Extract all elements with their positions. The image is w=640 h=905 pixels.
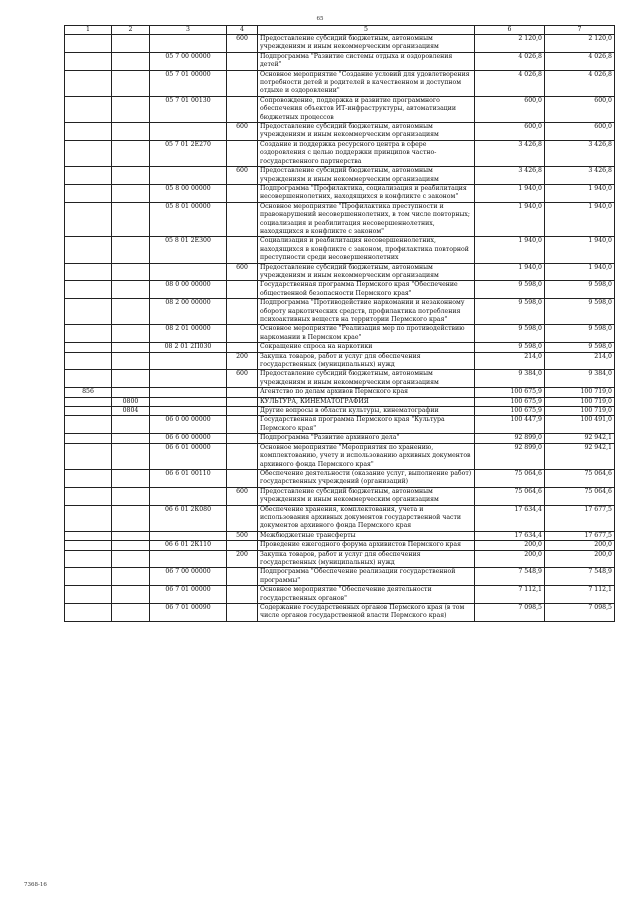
amount-year1-cell: 9 598,0 [475,325,545,343]
amount-year2-cell: 7 112,1 [545,586,615,604]
expense-type-cell [227,184,258,202]
section-code-cell [112,52,150,70]
expense-type-cell [227,434,258,443]
description-cell: Основное мероприятие "Создание условий для удовлетворения потребности детей и родителей в качественном и доступном отдыхе и оздоровлении" [258,70,475,96]
section-code-cell [112,184,150,202]
amount-year1-cell: 7 112,1 [475,586,545,604]
table-row [65,96,615,122]
amount-year2-cell: 1 940,0 [545,237,615,263]
description-cell: Государственная программа Пермского края "Обеспечение общественной безопасности Пермского края" [258,281,475,299]
amount-year1-cell: 214,0 [475,352,545,370]
amount-year2-cell: 3 426,8 [545,140,615,166]
ministry-code-cell [65,140,112,166]
table-row [65,505,615,531]
description-cell: Обеспечение деятельности (оказание услуг, выполнение работ) государственных учреждений (организаций) [258,469,475,487]
table-row [65,487,615,505]
section-code-cell [112,541,150,550]
table-row [65,167,615,185]
amount-year2-cell: 3 426,8 [545,167,615,185]
description-cell: Закупка товаров, работ и услуг для обеспечения государственных (муниципальных) нужд [258,550,475,568]
target-item-cell: 05 8 01 00000 [150,202,227,237]
target-item-cell: 08 2 01 2П030 [150,343,227,352]
section-code-cell [112,325,150,343]
section-code-cell [112,443,150,469]
amount-year1-cell: 1 940,0 [475,263,545,281]
amount-year2-cell: 100 719,0 [545,397,615,406]
description-cell: Социализация и реабилитация несовершеннолетних, находящихся в конфликте с законом, профилактика повторной преступности среди несовершеннолетних [258,237,475,263]
amount-year2-cell: 17 677,5 [545,531,615,540]
amount-year2-cell: 1 940,0 [545,184,615,202]
column-header: 4 [227,26,258,35]
section-code-cell [112,123,150,141]
amount-year2-cell: 7 098,5 [545,604,615,622]
table-row [65,52,615,70]
ministry-code-cell [65,505,112,531]
amount-year1-cell: 9 384,0 [475,370,545,388]
amount-year2-cell: 600,0 [545,96,615,122]
amount-year2-cell: 600,0 [545,123,615,141]
amount-year1-cell: 92 899,0 [475,443,545,469]
table-row [65,123,615,141]
expense-type-cell: 600 [227,35,258,53]
ministry-code-cell [65,487,112,505]
expense-type-cell: 600 [227,487,258,505]
section-code-cell [112,388,150,397]
target-item-cell: 08 2 01 00000 [150,325,227,343]
page-number: 65 [316,16,324,22]
target-item-cell: 05 7 01 00000 [150,70,227,96]
ministry-code-cell [65,531,112,540]
section-code-cell [112,568,150,586]
expense-type-cell: 200 [227,352,258,370]
description-cell: Сопровождение, поддержка и развитие программного обеспечения объектов ИТ-инфраструктуры, автоматизации бюджетных процессов [258,96,475,122]
expense-type-cell [227,388,258,397]
expense-type-cell: 600 [227,123,258,141]
section-code-cell [112,281,150,299]
amount-year1-cell: 3 426,8 [475,140,545,166]
expense-type-cell [227,604,258,622]
table-row [65,202,615,237]
ministry-code-cell [65,541,112,550]
amount-year2-cell: 4 026,8 [545,52,615,70]
section-code-cell [112,299,150,325]
expense-type-cell [227,505,258,531]
amount-year2-cell: 200,0 [545,550,615,568]
table-row [65,35,615,53]
target-item-cell: 06 7 01 00000 [150,586,227,604]
amount-year1-cell: 17 634,4 [475,531,545,540]
amount-year1-cell: 1 940,0 [475,202,545,237]
description-cell: Обеспечение хранения, комплектования, учета и использования архивных документов государственной части документов архивного фонда Пермского края [258,505,475,531]
target-item-cell [150,388,227,397]
column-header: 6 [475,26,545,35]
description-cell: Основное мероприятие "Реализация мер по противодействию наркомании в Пермском крае" [258,325,475,343]
amount-year2-cell: 9 598,0 [545,325,615,343]
expense-type-cell [227,416,258,434]
amount-year1-cell: 600,0 [475,96,545,122]
section-code-cell [112,202,150,237]
target-item-cell: 06 6 01 00110 [150,469,227,487]
amount-year1-cell: 17 634,4 [475,505,545,531]
ministry-code-cell [65,550,112,568]
table-row [65,443,615,469]
description-cell: Государственная программа Пермского края "Культура Пермского края" [258,416,475,434]
expense-type-cell [227,281,258,299]
target-item-cell: 06 7 01 00090 [150,604,227,622]
section-code-cell [112,469,150,487]
amount-year1-cell: 200,0 [475,550,545,568]
description-cell: Подпрограмма "Профилактика, социализация и реабилитация несовершеннолетних, находящихся в конфликте с законом" [258,184,475,202]
table-row [65,140,615,166]
table-row [65,184,615,202]
expense-type-cell: 600 [227,167,258,185]
amount-year1-cell: 100 675,9 [475,407,545,416]
ministry-code-cell [65,202,112,237]
section-code-cell [112,550,150,568]
column-header-row [65,26,615,35]
target-item-cell: 05 7 01 00130 [150,96,227,122]
section-code-cell [112,416,150,434]
section-code-cell [112,434,150,443]
column-header: 1 [65,26,112,35]
ministry-code-cell [65,281,112,299]
description-cell: Предоставление субсидий бюджетным, автономным учреждениям и иным некоммерческим организациям [258,370,475,388]
section-code-cell [112,487,150,505]
table-row [65,550,615,568]
amount-year1-cell: 7 098,5 [475,604,545,622]
amount-year1-cell: 600,0 [475,123,545,141]
target-item-cell [150,352,227,370]
expense-type-cell [227,140,258,166]
amount-year2-cell: 214,0 [545,352,615,370]
amount-year1-cell: 2 120,0 [475,35,545,53]
target-item-cell: 08 0 00 00000 [150,281,227,299]
ministry-code-cell [65,237,112,263]
ministry-code-cell [65,443,112,469]
description-cell: Предоставление субсидий бюджетным, автономным учреждениям и иным некоммерческим организациям [258,263,475,281]
table-row [65,586,615,604]
section-code-cell [112,352,150,370]
table-row [65,352,615,370]
amount-year1-cell: 7 548,9 [475,568,545,586]
amount-year1-cell: 100 675,9 [475,397,545,406]
target-item-cell [150,550,227,568]
table-row [65,237,615,263]
expense-type-cell [227,96,258,122]
ministry-code-cell [65,96,112,122]
section-code-cell: 0800 [112,397,150,406]
amount-year1-cell: 1 940,0 [475,237,545,263]
expense-type-cell [227,299,258,325]
column-header: 5 [258,26,475,35]
target-item-cell [150,397,227,406]
target-item-cell: 06 7 00 00000 [150,568,227,586]
expense-type-cell [227,237,258,263]
amount-year1-cell: 92 899,0 [475,434,545,443]
section-code-cell [112,343,150,352]
section-code-cell [112,505,150,531]
amount-year1-cell: 1 940,0 [475,184,545,202]
amount-year1-cell: 75 064,6 [475,487,545,505]
amount-year1-cell: 4 026,8 [475,52,545,70]
expense-type-cell [227,202,258,237]
ministry-code-cell [65,123,112,141]
target-item-cell [150,407,227,416]
table-row [65,604,615,622]
amount-year2-cell: 9 598,0 [545,281,615,299]
amount-year1-cell: 100 447,9 [475,416,545,434]
ministry-code-cell: 856 [65,388,112,397]
expense-type-cell: 600 [227,263,258,281]
expense-type-cell: 200 [227,550,258,568]
section-code-cell [112,604,150,622]
description-cell: Другие вопросы в области культуры, кинематографии [258,407,475,416]
amount-year2-cell: 92 942,1 [545,434,615,443]
expense-type-cell [227,469,258,487]
table-row [65,281,615,299]
amount-year2-cell: 100 719,0 [545,388,615,397]
target-item-cell: 06 6 00 00000 [150,434,227,443]
ministry-code-cell [65,568,112,586]
target-item-cell [150,370,227,388]
target-item-cell: 06 6 01 00000 [150,443,227,469]
column-header: 2 [112,26,150,35]
amount-year2-cell: 9 598,0 [545,299,615,325]
target-item-cell [150,167,227,185]
expense-type-cell [227,70,258,96]
ministry-code-cell [65,70,112,96]
description-cell: Подпрограмма "Развитие системы отдыха и оздоровления детей" [258,52,475,70]
ministry-code-cell [65,299,112,325]
amount-year1-cell: 75 064,6 [475,469,545,487]
description-cell: Основное мероприятие "Профилактика преступности и правонарушений несовершеннолетних, в том числе повторных; социализация и реабилитация несовершеннолетних, находящихся в конфликте с законом" [258,202,475,237]
description-cell: Предоставление субсидий бюджетным, автономным учреждениям и иным некоммерческим организациям [258,35,475,53]
table-row [65,407,615,416]
amount-year2-cell: 200,0 [545,541,615,550]
section-code-cell [112,586,150,604]
expense-type-cell: 500 [227,531,258,540]
amount-year2-cell: 17 677,5 [545,505,615,531]
target-item-cell: 05 8 01 2Е300 [150,237,227,263]
table-row [65,531,615,540]
section-code-cell: 0804 [112,407,150,416]
expense-type-cell [227,443,258,469]
section-code-cell [112,263,150,281]
amount-year2-cell: 2 120,0 [545,35,615,53]
table-row [65,263,615,281]
ministry-code-cell [65,416,112,434]
target-item-cell: 08 2 00 00000 [150,299,227,325]
ministry-code-cell [65,184,112,202]
table-row [65,370,615,388]
amount-year2-cell: 92 942,1 [545,443,615,469]
table-row [65,434,615,443]
amount-year2-cell: 1 940,0 [545,202,615,237]
expense-type-cell [227,325,258,343]
ministry-code-cell [65,604,112,622]
description-cell: Подпрограмма "Противодействие наркомании и незаконному обороту наркотических средств, профилактика потребления психоактивных веществ на территории Пермского края" [258,299,475,325]
ministry-code-cell [65,469,112,487]
section-code-cell [112,35,150,53]
table-row [65,397,615,406]
table-row [65,325,615,343]
section-code-cell [112,370,150,388]
target-item-cell: 05 7 00 00000 [150,52,227,70]
document-code: 7368-16 [24,882,47,888]
table-row [65,541,615,550]
section-code-cell [112,237,150,263]
ministry-code-cell [65,407,112,416]
amount-year2-cell: 75 064,6 [545,487,615,505]
expense-type-cell: 600 [227,370,258,388]
target-item-cell: 05 7 01 2Е270 [150,140,227,166]
ministry-code-cell [65,167,112,185]
table-row [65,388,615,397]
target-item-cell [150,263,227,281]
ministry-code-cell [65,586,112,604]
expense-type-cell [227,541,258,550]
amount-year2-cell: 9 384,0 [545,370,615,388]
table-row [65,70,615,96]
amount-year2-cell: 7 548,9 [545,568,615,586]
section-code-cell [112,96,150,122]
description-cell: КУЛЬТУРА, КИНЕМАТОГРАФИЯ [258,397,475,406]
amount-year2-cell: 100 719,0 [545,407,615,416]
description-cell: Основное мероприятие "Мероприятия по хранению, комплектованию, учету и использованию архивных документов архивного фонда Пермского края" [258,443,475,469]
amount-year2-cell: 4 026,8 [545,70,615,96]
section-code-cell [112,140,150,166]
ministry-code-cell [65,52,112,70]
ministry-code-cell [65,397,112,406]
amount-year1-cell: 9 598,0 [475,281,545,299]
column-header: 3 [150,26,227,35]
target-item-cell [150,123,227,141]
description-cell: Основное мероприятие "Обеспечение деятельности государственных органов" [258,586,475,604]
amount-year2-cell: 100 491,0 [545,416,615,434]
expense-type-cell [227,52,258,70]
target-item-cell: 05 8 00 00000 [150,184,227,202]
ministry-code-cell [65,325,112,343]
description-cell: Содержание государственных органов Пермского края (в том числе органов государственной власти Пермского края) [258,604,475,622]
budget-table [64,25,615,622]
target-item-cell: 06 0 00 00000 [150,416,227,434]
description-cell: Межбюджетные трансферты [258,531,475,540]
ministry-code-cell [65,434,112,443]
expense-type-cell [227,586,258,604]
amount-year1-cell: 100 675,9 [475,388,545,397]
table-row [65,469,615,487]
description-cell: Создание и поддержка ресурсного центра в сфере оздоровления с целью поддержки принципов частно-государственного партнерства [258,140,475,166]
target-item-cell [150,487,227,505]
target-item-cell [150,531,227,540]
target-item-cell: 06 6 01 2К080 [150,505,227,531]
description-cell: Проведение ежегодного форума архивистов Пермского края [258,541,475,550]
description-cell: Сокращение спроса на наркотики [258,343,475,352]
ministry-code-cell [65,352,112,370]
amount-year2-cell: 1 940,0 [545,263,615,281]
amount-year1-cell: 3 426,8 [475,167,545,185]
ministry-code-cell [65,370,112,388]
section-code-cell [112,531,150,540]
description-cell: Подпрограмма "Обеспечение реализации государственной программы" [258,568,475,586]
ministry-code-cell [65,343,112,352]
ministry-code-cell [65,263,112,281]
description-cell: Предоставление субсидий бюджетным, автономным учреждениям и иным некоммерческим организациям [258,123,475,141]
table-row [65,343,615,352]
amount-year2-cell: 75 064,6 [545,469,615,487]
table-row [65,416,615,434]
amount-year1-cell: 200,0 [475,541,545,550]
expense-type-cell [227,397,258,406]
description-cell: Подпрограмма "Развитие архивного дела" [258,434,475,443]
description-cell: Агентство по делам архивов Пермского края [258,388,475,397]
expense-type-cell [227,568,258,586]
amount-year1-cell: 9 598,0 [475,299,545,325]
description-cell: Предоставление субсидий бюджетным, автономным учреждениям и иным некоммерческим организациям [258,167,475,185]
amount-year2-cell: 9 598,0 [545,343,615,352]
ministry-code-cell [65,35,112,53]
target-item-cell: 06 6 01 2К110 [150,541,227,550]
target-item-cell [150,35,227,53]
section-code-cell [112,70,150,96]
column-header: 7 [545,26,615,35]
expense-type-cell [227,343,258,352]
expense-type-cell [227,407,258,416]
description-cell: Предоставление субсидий бюджетным, автономным учреждениям и иным некоммерческим организациям [258,487,475,505]
amount-year1-cell: 4 026,8 [475,70,545,96]
section-code-cell [112,167,150,185]
table-row [65,299,615,325]
table-row [65,568,615,586]
description-cell: Закупка товаров, работ и услуг для обеспечения государственных (муниципальных) нужд [258,352,475,370]
amount-year1-cell: 9 598,0 [475,343,545,352]
